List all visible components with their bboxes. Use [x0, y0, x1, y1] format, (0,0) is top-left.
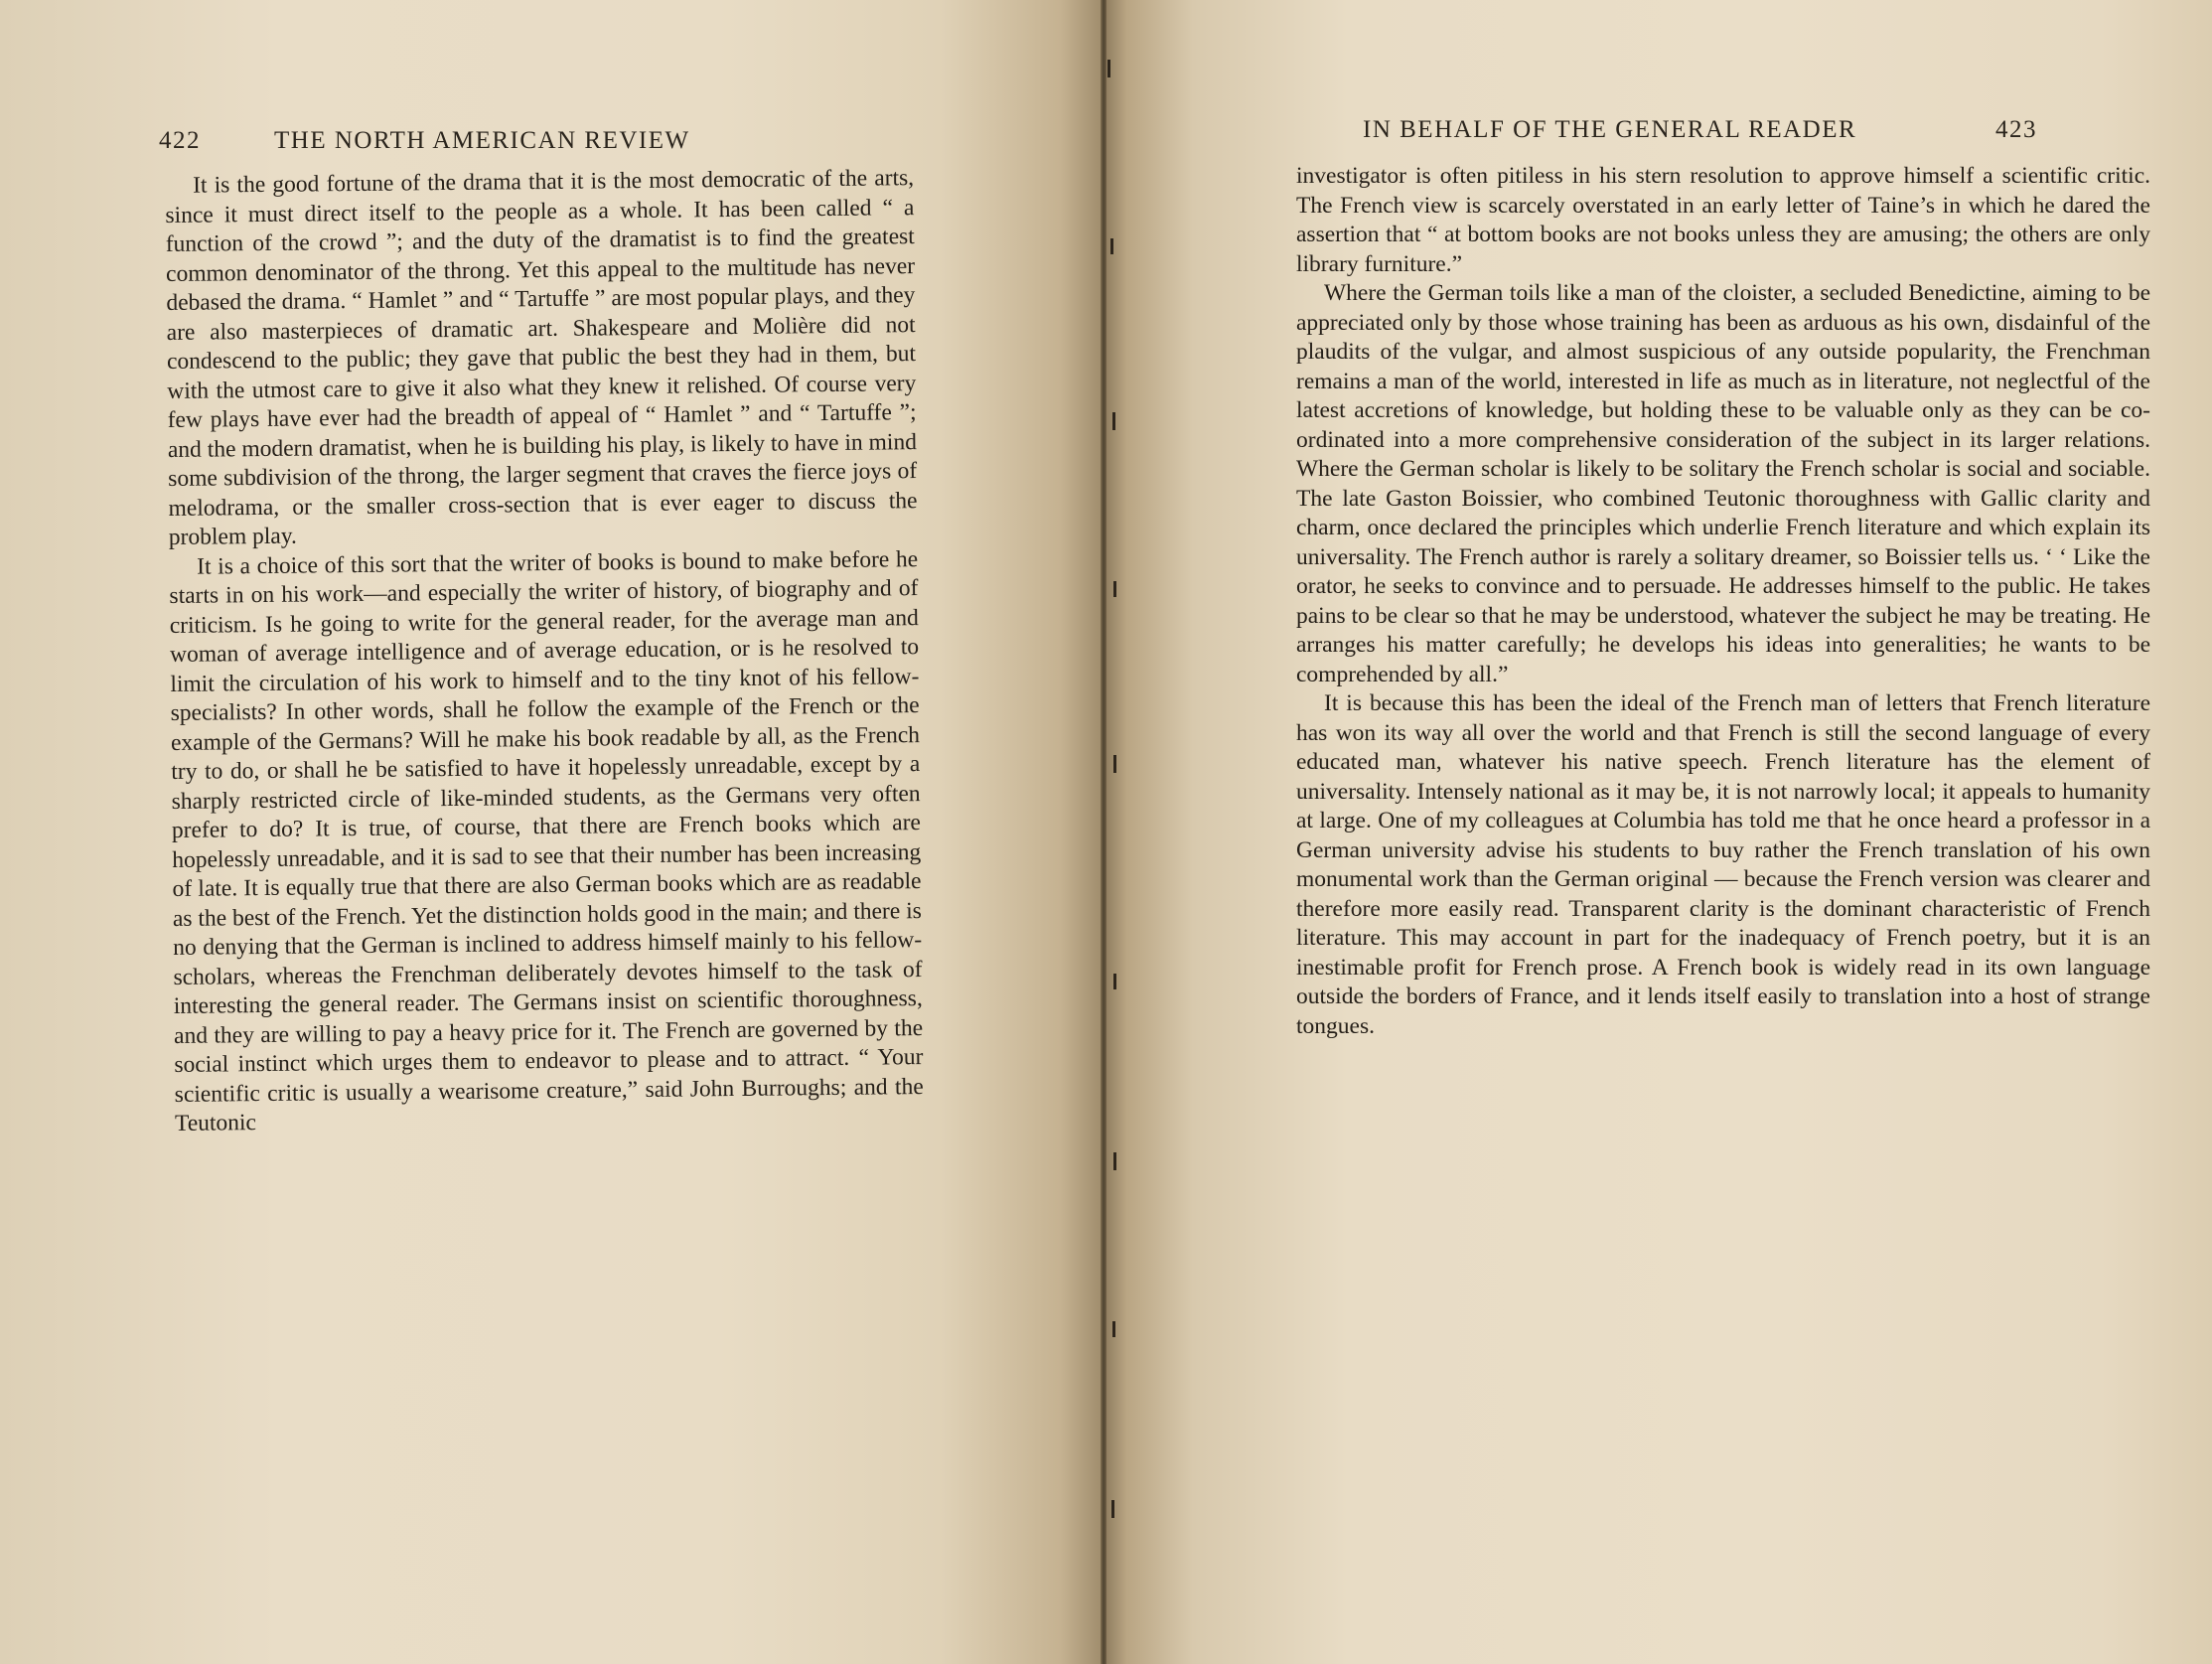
- binding-stitch: [1113, 1152, 1116, 1170]
- left-page: [0, 0, 1105, 1664]
- binding-stitch: [1113, 974, 1116, 989]
- binding-stitch: [1107, 60, 1110, 77]
- binding-stitch: [1113, 755, 1116, 773]
- paragraph: It is the good fortune of the drama that it is the most democratic of the arts, since it must direct itself to the people as a whole. It has been called “ a function of the crowd ”; and the duty of the dramatist is to find the greatest common denominator of the throng. Yet this appeal to the multitude has never debased the drama. “ Hamlet ” and “ Tartuffe ” are most popular plays, and they are also masterpieces of dramatic art. Shakespeare and Molière did not condescend to the public; they gave that public the best they had in them, but with the utmost care to give it also what they knew it relished. Of course very few plays have ever had the breadth of appeal of “ Hamlet ” and “ Tartuffe ”; and the modern dramatist, when he is building his play, is likely to have in mind some subdivision of the throng, the larger segment that craves the fierce joys of melodrama, or the smaller cross-section that is ever eager to discuss the problem play.: [165, 165, 918, 550]
- paragraph-continuation: investigator is often pitiless in his stern resolution to approve himself a scientific critic. The French view is scarcely overstated in an early letter of Taine’s in which he dared the assertion that “ at bottom books are not books unless they are amusing; the others are only library furniture.”: [1296, 163, 2150, 277]
- binding-stitch: [1111, 1500, 1114, 1518]
- right-page: [1105, 0, 2212, 1664]
- right-running-head: IN BEHALF OF THE GENERAL READER: [1363, 116, 1857, 143]
- binding-stitch: [1112, 412, 1115, 430]
- right-page-body: [1296, 162, 2150, 1041]
- left-running-head: THE NORTH AMERICAN REVIEW: [274, 127, 690, 154]
- paragraph: It is a choice of this sort that the writer of books is bound to make before he starts in on his work—and especially the writer of history, of biography and of criticism. Is he going to write for the general reader, for the average man and woman of average intelligence and of average education, or is he resolved to limit the circulation of his work to himself and to the tiny knot of his fellow-specialists? In other words, shall he follow the example of the French or the example of the Germans? Will he make his book readable by all, as the French try to do, or shall he be satisfied to have it hopelessly unreadable, except by a sharply restricted circle of like-minded students, as the Germans very often prefer to do? It is true, of course, that there are French books which are hopelessly unreadable, and it is sad to see that their number has been increasing of late. It is equally true that there are also German books which are as readable as the best of the French. Yet the distinction holds good in the main; and there is no denying that the German is inclined to address himself mainly to his fellow-scholars, whereas the Frenchman deliberately devotes himself to the task of interesting the general reader. The Germans insist on scientific thoroughness, and they are willing to pay a heavy price for it. The French are governed by the social instinct which urges them to endeavor to please and to attract. “ Your scientific critic is usually a wearisome creature,” said John Burroughs; and the Teutonic: [169, 545, 924, 1136]
- right-page-number: 423: [1995, 116, 2037, 143]
- binding-stitch: [1112, 1321, 1115, 1337]
- left-page-body: [165, 164, 924, 1138]
- paragraph: Where the German toils like a man of the cloister, a secluded Benedictine, aiming to be appreciated only by those whose training has been as arduous as his own, disdainful of the plaudits of the vulgar, and almost suspicious of any outside popularity, the Frenchman remains a man of the world, interested in life as much as in literature, not neglectful of the latest accretions of knowledge, but holding these to be valuable only as they can be co-ordinated into a more comprehensive consideration of the subject in its larger relations. Where the German scholar is likely to be solitary the French scholar is social and sociable. The late Gaston Boissier, who combined Teutonic thoroughness with Gallic clarity and charm, once declared the principles which underlie French literature and which explain its universality. The French author is rarely a solitary dreamer, so Boissier tells us. ‘ ‘ Like the orator, he seeks to convince and to persuade. He addresses himself to the public. He takes pains to be clear so that he may be understood, whatever the subject he may be treating. He arranges his matter carefully; he develops his ideas into generalities; he wants to be comprehended by all.”: [1296, 280, 2150, 687]
- left-page-number: 422: [159, 127, 201, 154]
- binding-stitch: [1110, 238, 1113, 254]
- binding-gutter: [1101, 0, 1106, 1664]
- binding-stitch: [1113, 581, 1116, 597]
- paragraph: It is because this has been the ideal of the French man of letters that French literature has won its way all over the world and that French is still the second language of every educated man, whatever his native speech. French literature has the element of universality. Intensely national as it may be, it is not narrowly local; it appeals to humanity at large. One of my colleagues at Columbia has told me that he once heard a professor in a German university advise his students to buy rather the French translation of his own monumental work than the German original — because the French version was clearer and therefore more easily read. Transparent clarity is the dominant characteristic of French literature. This may account in part for the inadequacy of French poetry, but it is an inestimable profit for French prose. A French book is widely read in its own language outside the borders of France, and it lends itself easily to translation into a host of strange tongues.: [1296, 690, 2150, 1039]
